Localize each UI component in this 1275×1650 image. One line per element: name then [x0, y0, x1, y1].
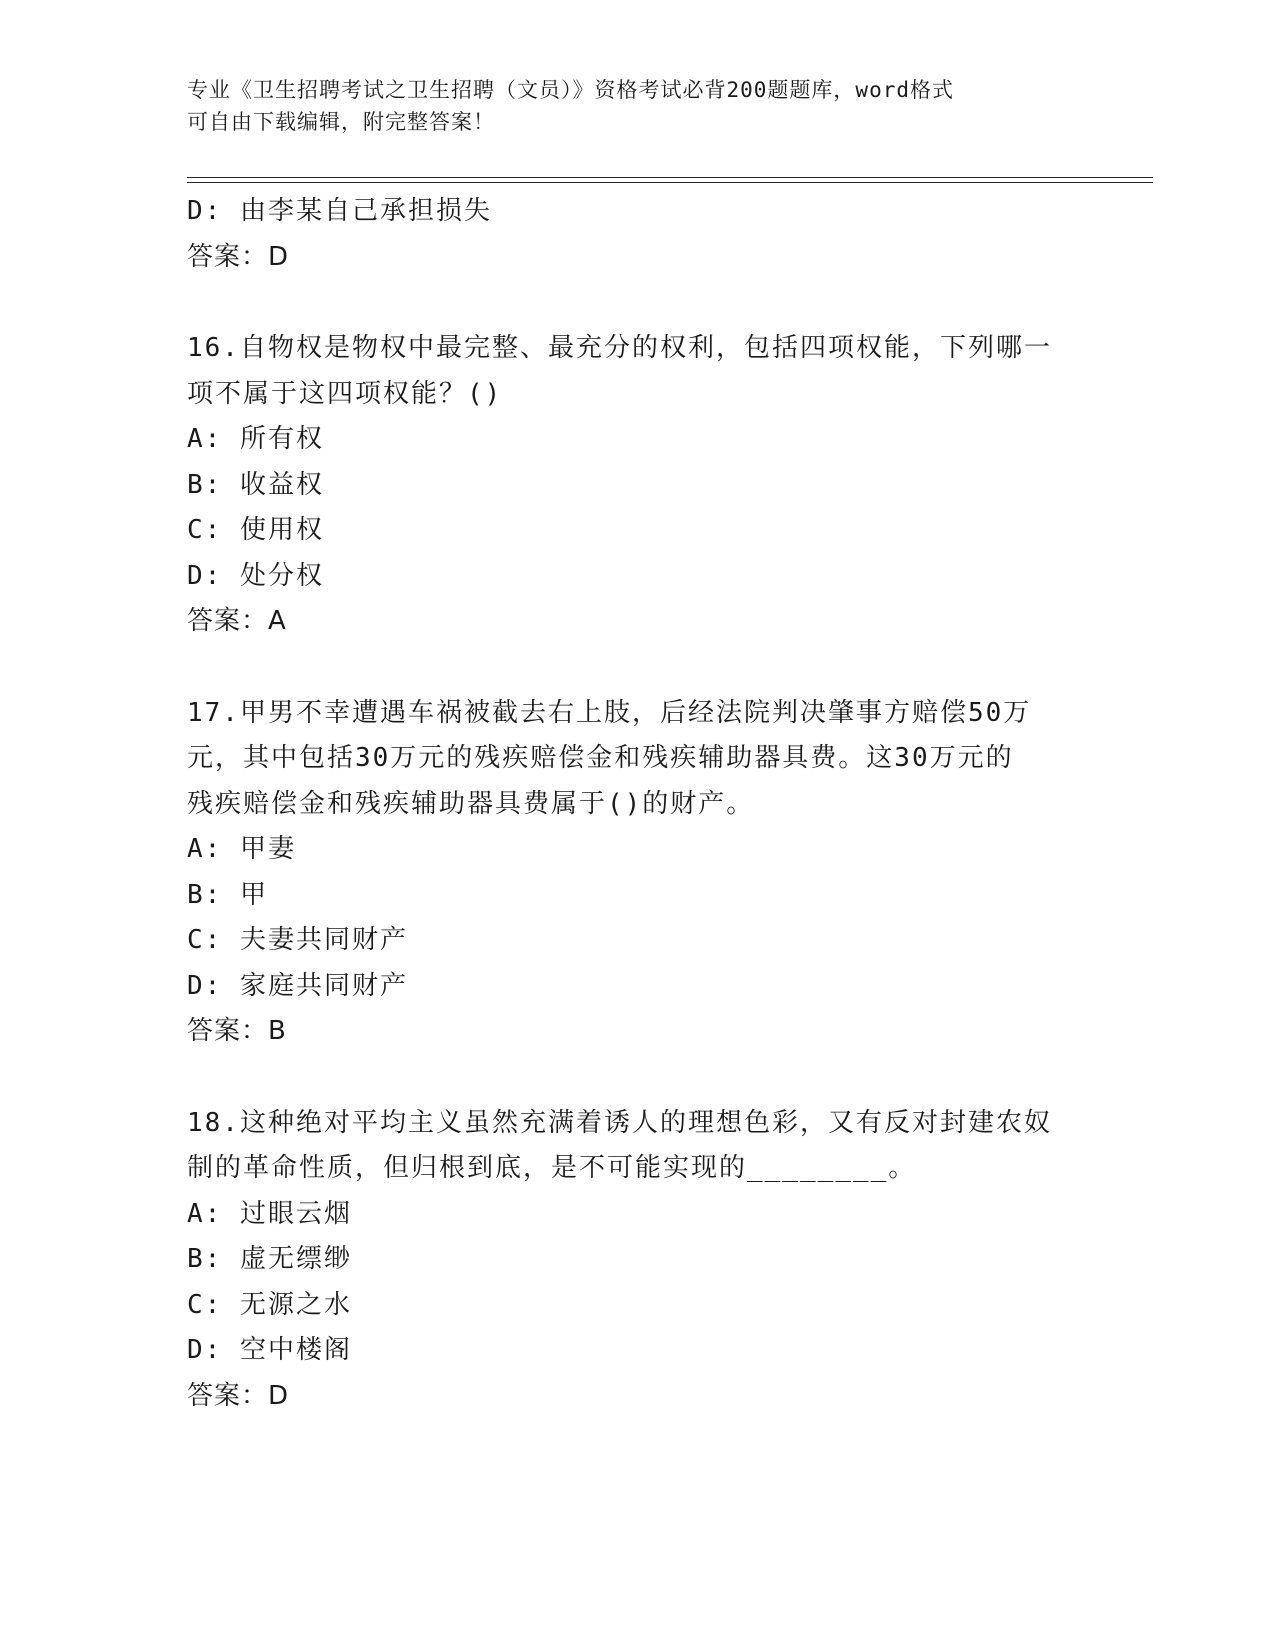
spacer	[187, 280, 1087, 326]
stem-line: 制的革命性质，但归根到底，是不可能实现的________。	[187, 1153, 917, 1183]
option-d: D: 由李某自己承担损失	[187, 196, 492, 226]
header-line-1: 专业《卫生招聘考试之卫生招聘（文员）》资格考试必背200题题库，word格式	[187, 78, 954, 102]
answer-label: 答案：D	[187, 1380, 290, 1411]
question-18	[187, 1101, 1087, 1420]
stem-line: 残疾赔偿金和残疾辅助器具费属于()的财产。	[187, 788, 755, 819]
option-d: D: 家庭共同财产	[187, 970, 408, 1001]
stem-line: 16.自物权是物权中最完整、最充分的权利，包括四项权能，下列哪一	[187, 333, 1052, 363]
answer-label: 答案：D	[187, 241, 290, 272]
option-d: D: 处分权	[187, 560, 324, 591]
stem-line: 17.甲男不幸遭遇车祸被截去右上肢，后经法院判决肇事方赔偿50万	[187, 697, 1032, 728]
stem-line: 项不属于这四项权能？()	[187, 378, 503, 409]
option-b: B: 虚无缥缈	[187, 1244, 352, 1274]
question-stem	[187, 691, 1087, 828]
option-c: C: 无源之水	[187, 1289, 352, 1320]
question-stem	[187, 1101, 1087, 1192]
header-divider-bottom	[187, 182, 1153, 183]
spacer	[187, 1055, 1087, 1101]
stem-line: 18.这种绝对平均主义虽然充满着诱人的理想色彩，又有反对封建农奴	[187, 1107, 1052, 1138]
header-divider-top	[187, 177, 1153, 178]
option-d: D: 空中楼阁	[187, 1335, 352, 1365]
answer-label: 答案：B	[187, 1016, 287, 1046]
question-stem	[187, 326, 1087, 417]
option-c: C: 夫妻共同财产	[187, 925, 408, 955]
answer-label: 答案：A	[187, 606, 287, 636]
option-a: A: 甲妻	[187, 834, 296, 864]
option-b: B: 甲	[187, 879, 268, 910]
question-16	[187, 326, 1087, 645]
header-line-2: 可自由下载编辑，附完整答案！	[187, 110, 495, 134]
spacer	[187, 645, 1087, 691]
question-17	[187, 691, 1087, 1055]
option-c: C: 使用权	[187, 515, 324, 545]
stem-line: 元，其中包括30万元的残疾赔偿金和残疾辅助器具费。这30万元的	[187, 743, 1014, 773]
carry-over-question	[187, 189, 1087, 280]
option-a: A: 过眼云烟	[187, 1198, 352, 1229]
question-list	[187, 189, 1087, 1419]
page-header	[187, 74, 1087, 138]
option-a: A: 所有权	[187, 424, 324, 454]
option-b: B: 收益权	[187, 469, 324, 500]
